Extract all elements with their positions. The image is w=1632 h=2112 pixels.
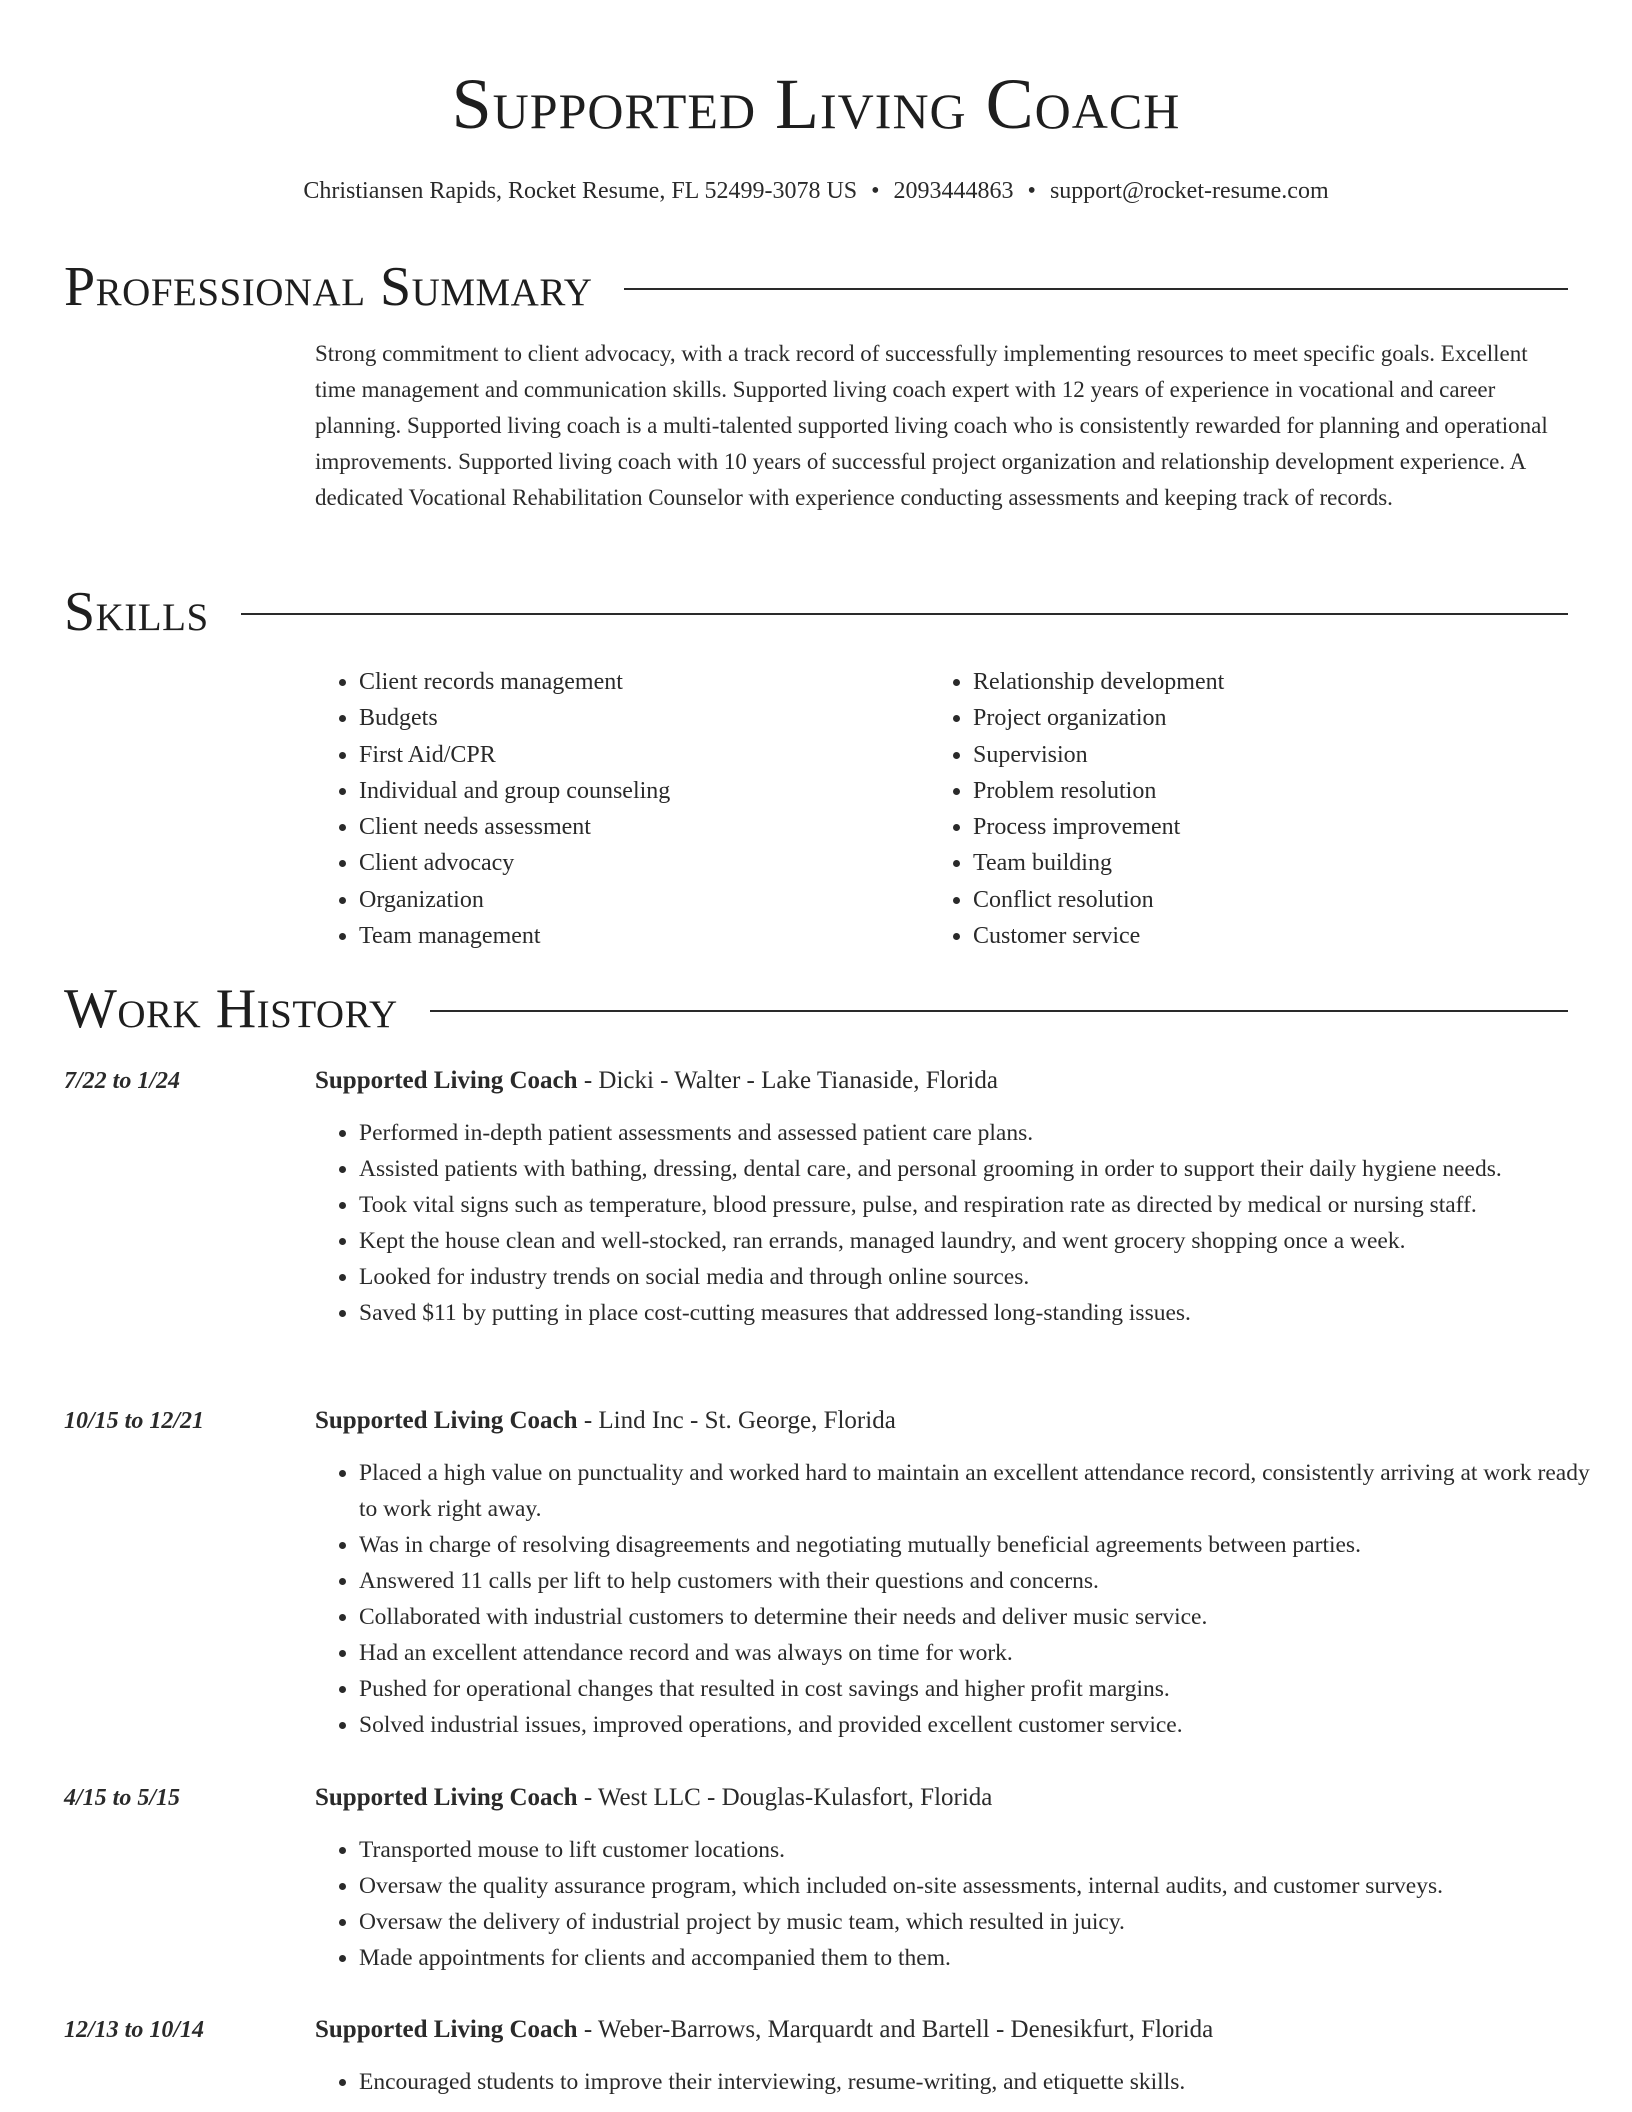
job-bullets [315, 1832, 1613, 1976]
skill-item: • Client advocacy [359, 845, 670, 881]
job-dates: 12/13 to 10/14 [64, 2017, 205, 2043]
job-bullet: • Assisted patients with bathing, dressing, dental care, and personal grooming in order to support their daily hygiene needs. [359, 1151, 1613, 1187]
skill-item: • Project organization [973, 700, 1224, 736]
section-divider [624, 288, 1568, 290]
job-bullet: • Pushed for operational changes that resulted in cost savings and higher profit margins. [359, 1671, 1613, 1707]
contact-separator: • [871, 178, 880, 204]
job-bullet: • Saved $11 by putting in place cost-cutting measures that addressed long-standing issues. [359, 1295, 1613, 1331]
work-section-header [64, 977, 1568, 1041]
job-bullet: • Performed in-depth patient assessments and assessed patient care plans. [359, 1115, 1613, 1151]
section-divider [430, 1010, 1568, 1012]
skill-item: • Conflict resolution [973, 882, 1224, 918]
skill-item: • Client records management [359, 664, 670, 700]
skill-item: • Customer service [973, 918, 1224, 954]
work-heading: Work History [64, 978, 398, 1040]
job-bullets [315, 1455, 1613, 1743]
skill-item: • Problem resolution [973, 773, 1224, 809]
job-bullets [315, 1115, 1613, 1331]
job-dates: 7/22 to 1/24 [64, 1068, 181, 1094]
job-title: Supported Living Coach [315, 1784, 578, 1811]
job-title: Supported Living Coach [315, 2016, 578, 2043]
skills-list-left [315, 664, 670, 954]
job-company-location: - Weber-Barrows, Marquardt and Bartell - Denesikfurt, Florida [577, 2016, 1214, 2043]
contact-phone: 2093444863 [893, 178, 1014, 204]
skill-item: • Client needs assessment [359, 809, 670, 845]
job-bullet: • Took vital signs such as temperature, blood pressure, pulse, and respiration rate as directed by medical or nursing staff. [359, 1187, 1613, 1223]
skill-item: • Team management [359, 918, 670, 954]
job-company-location: - Dicki - Walter - Lake Tianaside, Florida [577, 1067, 998, 1094]
job-bullet: • Solved industrial issues, improved operations, and provided excellent customer service. [359, 1707, 1613, 1743]
skills-heading: Skills [64, 581, 209, 643]
job-title-line [315, 1403, 896, 1439]
job-bullet: • Looked for industry trends on social media and through online sources. [359, 1259, 1613, 1295]
job-bullets [315, 2064, 1613, 2100]
job-bullet: • Encouraged students to improve their interviewing, resume-writing, and etiquette skills. [359, 2064, 1613, 2100]
job-bullet: • Was in charge of resolving disagreements and negotiating mutually beneficial agreements between parties. [359, 1527, 1613, 1563]
job-bullet: • Transported mouse to lift customer locations. [359, 1832, 1613, 1868]
summary-section-header [64, 255, 1568, 319]
job-company-location: - West LLC - Douglas-Kulasfort, Florida [577, 1784, 993, 1811]
resume-name: Supported Living Coach [451, 64, 1181, 144]
skill-item: • Team building [973, 845, 1224, 881]
contact-email: support@rocket-resume.com [1049, 178, 1329, 204]
skill-item: • Organization [359, 882, 670, 918]
job-title: Supported Living Coach [315, 1407, 578, 1434]
skill-item: • Individual and group counseling [359, 773, 670, 809]
job-title-line [315, 1780, 992, 1816]
job-bullet: • Kept the house clean and well-stocked, ran errands, managed laundry, and went grocery shopping once a week. [359, 1223, 1613, 1259]
job-bullet: • Answered 11 calls per lift to help customers with their questions and concerns. [359, 1563, 1613, 1599]
contact-line [0, 175, 1632, 207]
skills-section-header [64, 580, 1568, 644]
job-title-line [315, 2012, 1213, 2048]
skill-item: • First Aid/CPR [359, 737, 670, 773]
job-bullet: • Placed a high value on punctuality and worked hard to maintain an excellent attendance record, consistently arriving at work ready to work right away. [359, 1455, 1613, 1527]
job-dates: 4/15 to 5/15 [64, 1785, 181, 1811]
summary-heading: Professional Summary [64, 256, 593, 318]
job-dates: 10/15 to 12/21 [64, 1408, 205, 1434]
skill-item: • Supervision [973, 737, 1224, 773]
job-company-location: - Lind Inc - St. George, Florida [577, 1407, 896, 1434]
summary-text: Strong commitment to client advocacy, with a track record of successfully implementing resources to meet specific goals. Excellent time management and communication skills. Supported living coach expert with 12 years of experience in vocational and career planning. Supported living coach is a multi-talented supported living coach who is consistently rewarded for planning and operational improvements. Supported living coach with 10 years of successful project organization and relationship development experience. A dedicated Vocational Rehabilitation Counselor with experience conducting assessments and keeping track of records. [315, 341, 1548, 510]
skills-list-right [929, 664, 1224, 954]
skill-item: • Budgets [359, 700, 670, 736]
job-title-line [315, 1063, 998, 1099]
job-bullet: • Collaborated with industrial customers to determine their needs and deliver music service. [359, 1599, 1613, 1635]
contact-address: Christiansen Rapids, Rocket Resume, FL 52499-3078 US [303, 178, 858, 204]
skill-item: • Process improvement [973, 809, 1224, 845]
section-divider [241, 613, 1568, 615]
job-title: Supported Living Coach [315, 1067, 578, 1094]
contact-separator: • [1027, 178, 1036, 204]
skill-item: • Relationship development [973, 664, 1224, 700]
job-bullet: • Oversaw the delivery of industrial project by music team, which resulted in juicy. [359, 1904, 1613, 1940]
job-bullet: • Had an excellent attendance record and was always on time for work. [359, 1635, 1613, 1671]
job-bullet: • Oversaw the quality assurance program, which included on-site assessments, internal audits, and customer surveys. [359, 1868, 1613, 1904]
job-bullet: • Made appointments for clients and accompanied them to them. [359, 1940, 1613, 1976]
